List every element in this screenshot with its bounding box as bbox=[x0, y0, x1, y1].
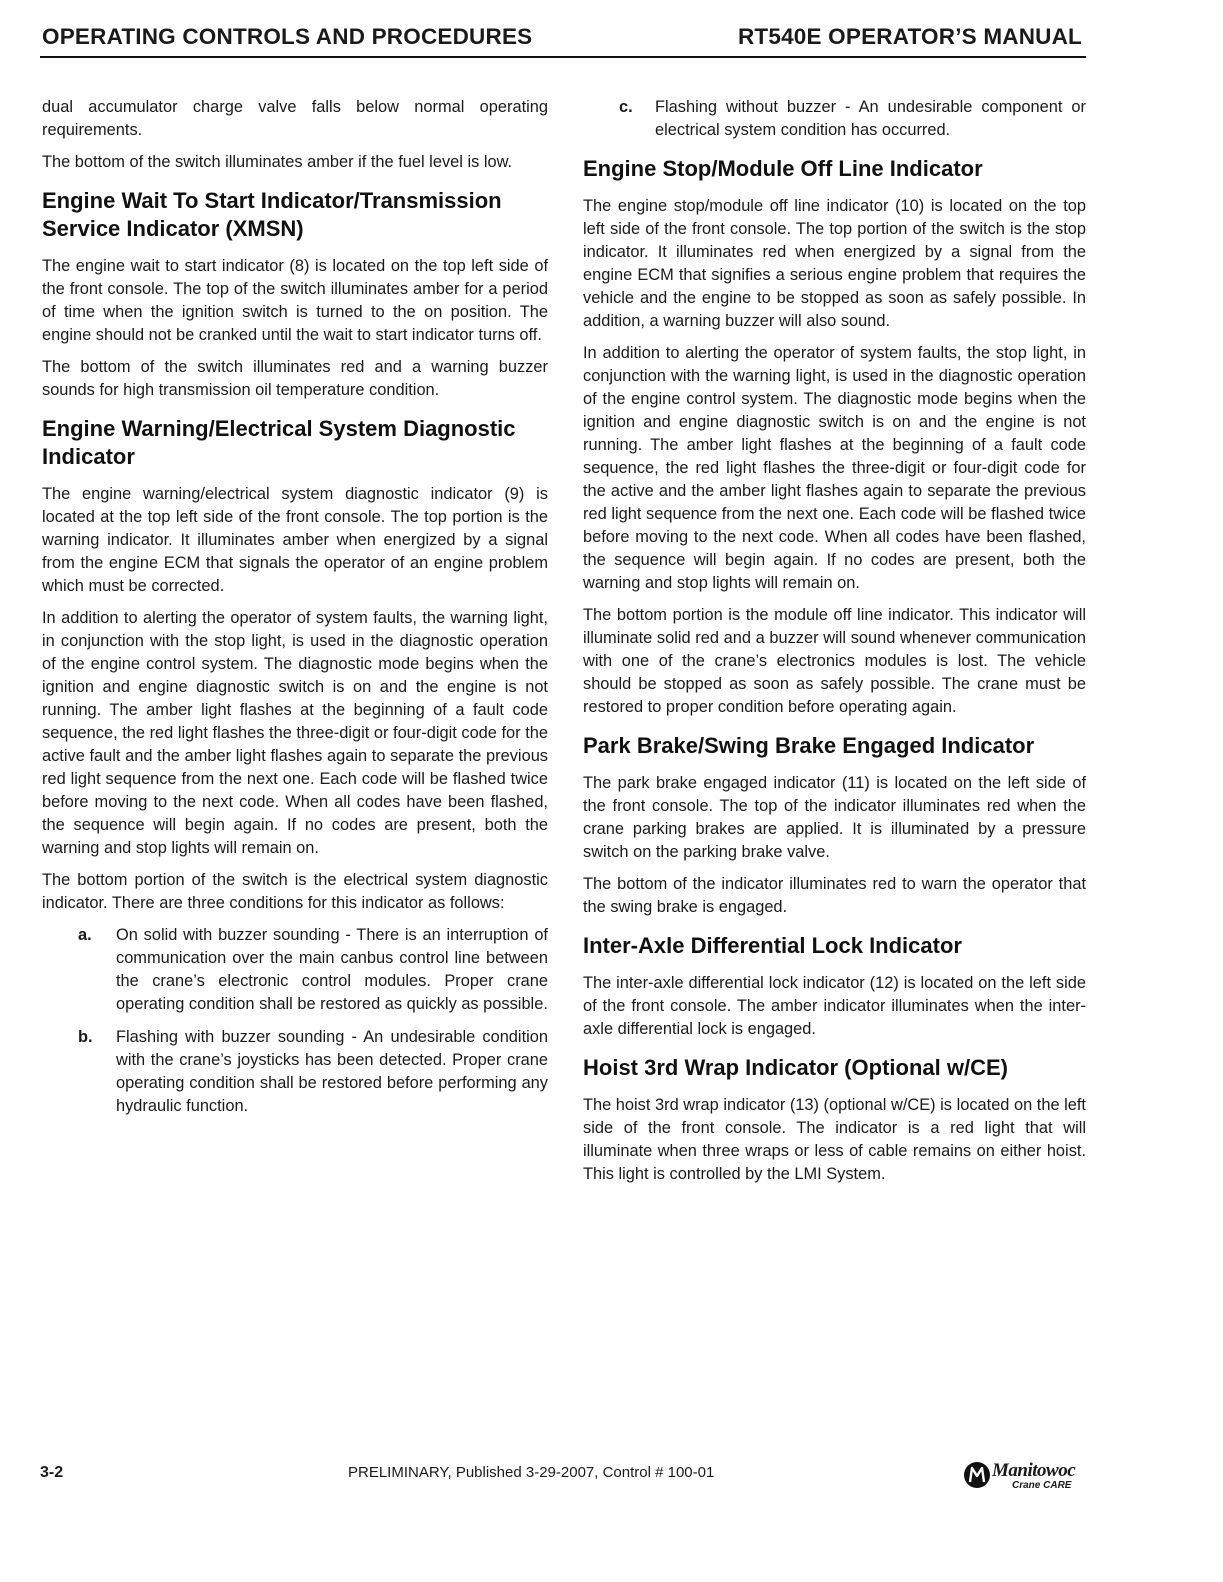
right-column bbox=[583, 96, 1086, 1195]
list-item bbox=[42, 1026, 548, 1118]
list-item-letter: a. bbox=[78, 926, 92, 944]
list-item-letter: c. bbox=[619, 98, 633, 116]
paragraph: The bottom of the switch illuminates amber if the fuel level is low. bbox=[42, 153, 513, 171]
left-column bbox=[42, 96, 548, 1128]
paragraph: The engine stop/module off line indicator (10) is located on the top left side of the front console. The top portion of the switch is the stop indicator. It illuminates red when energized by a signal from the engine ECM that signifies a serious engine problem that requires the vehicle and the engine to be stopped as soon as safely possible. In addition, a warning buzzer will also sound. bbox=[583, 197, 1086, 330]
section-heading: Park Brake/Swing Brake Engaged Indicator bbox=[583, 733, 1035, 758]
section-title: OPERATING CONTROLS AND PROCEDURES bbox=[42, 24, 533, 49]
paragraph: The hoist 3rd wrap indicator (13) (optional w/CE) is located on the left side of the front console. The indicator is a red light that will illuminate when three wraps or less of cable remains on either hoist. This light is controlled by the LMI System. bbox=[583, 1096, 1086, 1183]
paragraph: dual accumulator charge valve falls below normal operating requirements. bbox=[42, 98, 548, 139]
paragraph: The park brake engaged indicator (11) is located on the left side of the front console. The top of the indicator illuminates red when the crane parking brakes are applied. It is illuminated by a pressure switch on the parking brake valve. bbox=[583, 774, 1086, 861]
section-heading: Hoist 3rd Wrap Indicator (Optional w/CE) bbox=[583, 1055, 1008, 1080]
paragraph: In addition to alerting the operator of system faults, the stop light, in conjunction with the warning light, is used in the diagnostic operation of the engine control system. The diagnostic mode begins when the ignition and engine diagnostic switch is on and the engine is not running. The amber light flashes at the beginning of a fault code sequence, the red light flashes the three-digit or four-digit code for the active and the amber light flashes again to separate the previous red light sequence from the next one. Each code will be flashed twice before moving to the next code. When all codes have been flashed, the sequence will begin again. If no codes are present, both the warning and stop lights will remain on. bbox=[583, 344, 1086, 592]
manitowoc-logo-icon bbox=[962, 1460, 992, 1490]
publication-info: PRELIMINARY, Published 3-29-2007, Control # 100-01 bbox=[348, 1464, 715, 1481]
paragraph: In addition to alerting the operator of system faults, the warning light, in conjunction with the stop light, is used in the diagnostic operation of the engine control system. The diagnostic mode begins when the ignition and engine diagnostic switch is on and the engine is not running. The amber light flashes at the beginning of a fault code sequence, the red light flashes the three-digit or four-digit code for the active fault and the amber light flashes again to separate the previous red light sequence from the next one. Each code will be flashed twice before moving to the next code. When all codes have been flashed, the sequence will begin again. If no codes are present, both the warning and stop lights will remain on. bbox=[42, 609, 548, 857]
paragraph: The bottom of the indicator illuminates red to warn the operator that the swing brake is engaged. bbox=[583, 875, 1086, 916]
list-item-letter: b. bbox=[78, 1028, 93, 1046]
section-heading: Inter-Axle Differential Lock Indicator bbox=[583, 933, 962, 958]
manual-title: RT540E OPERATOR’S MANUAL bbox=[737, 24, 1082, 49]
paragraph: The engine warning/electrical system diagnostic indicator (9) is located at the top left side of the front console. The top portion is the warning indicator. It illuminates amber when energized by a signal from the engine ECM that signals the operator of an engine problem which must be corrected. bbox=[42, 485, 548, 595]
condition-list bbox=[42, 924, 548, 1118]
list-item-text: Flashing without buzzer - An undesirable component or electrical system condition has occurred. bbox=[655, 98, 1086, 139]
paragraph: The bottom of the switch illuminates red and a warning buzzer sounds for high transmission oil temperature condition. bbox=[42, 358, 548, 399]
paragraph: The engine wait to start indicator (8) is located on the top left side of the front console. The top of the switch illuminates amber for a period of time when the ignition switch is turned to the on position. The engine should not be cranked until the wait to start indicator turns off. bbox=[42, 257, 548, 344]
section-heading: Engine Stop/Module Off Line Indicator bbox=[583, 156, 983, 181]
section-heading: Engine Warning/Electrical System Diagnostic Indicator bbox=[42, 416, 516, 469]
list-item bbox=[583, 96, 1086, 142]
section-heading: Engine Wait To Start Indicator/Transmission Service Indicator (XMSN) bbox=[42, 188, 502, 241]
paragraph: The bottom portion of the switch is the electrical system diagnostic indicator. There are three conditions for this indicator as follows: bbox=[42, 871, 548, 912]
page-number: 3-2 bbox=[40, 1464, 64, 1481]
page-header bbox=[40, 24, 1086, 58]
manitowoc-logo bbox=[962, 1458, 1082, 1498]
condition-list-continued bbox=[583, 96, 1086, 142]
paragraph: The inter-axle differential lock indicator (12) is located on the left side of the front console. The amber indicator illuminates when the inter-axle differential lock is engaged. bbox=[583, 974, 1086, 1038]
list-item-text: On solid with buzzer sounding - There is an interruption of communication over the main canbus control line between the crane’s electronic control modules. Proper crane operating condition shall be restored as quickly as possible. bbox=[116, 926, 548, 1013]
list-item bbox=[42, 924, 548, 1016]
list-item-text: Flashing with buzzer sounding - An undesirable condition with the crane’s joysticks has been detected. Proper crane operating condition shall be restored before performing any hydraulic function. bbox=[116, 1028, 548, 1115]
paragraph: The bottom portion is the module off line indicator. This indicator will illuminate solid red and a buzzer will sound whenever communication with one of the crane’s electronics modules is lost. The vehicle should be stopped as soon as safely possible. The crane must be restored to proper condition before operating again. bbox=[583, 606, 1086, 716]
logo-subtitle: Crane CARE bbox=[1012, 1480, 1072, 1491]
logo-brand: Manitowoc bbox=[992, 1460, 1076, 1481]
